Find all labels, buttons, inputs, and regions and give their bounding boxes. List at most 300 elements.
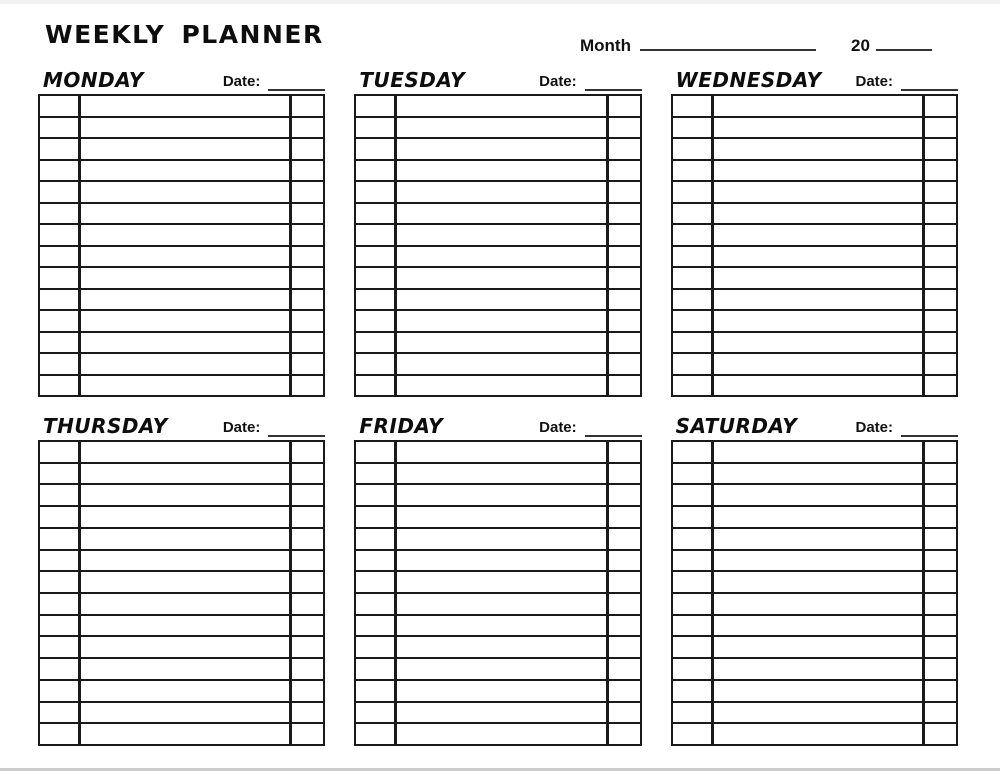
planner-cell-main [81,204,289,224]
table-row [356,507,639,529]
table-row [40,290,323,312]
planner-cell-left [40,247,81,267]
planner-cell-left [673,182,714,202]
planner-cell-right [922,551,956,571]
planner-cell-right [289,354,323,374]
planner-cell-right [606,96,640,116]
planner-cell-right [922,139,956,159]
table-row [40,572,323,594]
planner-cell-right [922,637,956,657]
table-row [673,333,956,355]
planner-cell-right [606,161,640,181]
planner-cell-left [673,290,714,310]
table-row [673,594,956,616]
planner-cell-main [81,139,289,159]
table-row [673,311,956,333]
planner-cell-right [289,485,323,505]
planner-cell-left [40,594,81,614]
date-blank-line [585,425,642,437]
planner-cell-right [289,659,323,679]
planner-cell-main [397,594,605,614]
date-group [855,73,958,91]
table-row [356,681,639,703]
planner-cell-right [289,182,323,202]
planner-cell-main [81,376,289,396]
planner-cell-main [81,681,289,701]
day-panel-header [671,64,958,91]
planner-cell-main [714,529,922,549]
day-panel-wednesday [671,64,958,397]
planner-cell-main [81,551,289,571]
table-row [673,182,956,204]
table-row [673,637,956,659]
planner-cell-main [81,659,289,679]
month-label: Month [580,36,631,55]
planner-cell-right [606,507,640,527]
planner-cell-right [922,333,956,353]
planner-cell-right [922,96,956,116]
date-label: Date: [222,73,261,90]
table-row [356,139,639,161]
day-panel-header [671,410,958,437]
planner-cell-left [40,703,81,723]
day-table [354,440,641,746]
planner-cell-left [356,507,397,527]
planner-cell-right [606,118,640,138]
planner-cell-left [356,442,397,462]
date-label: Date: [855,73,893,90]
table-row [356,703,639,725]
planner-cell-left [356,659,397,679]
planner-cell-left [673,464,714,484]
planner-cell-right [606,724,640,744]
table-row [40,247,323,269]
planner-cell-left [40,572,81,592]
table-row [673,572,956,594]
planner-cell-left [356,572,397,592]
scan-edge-bottom [0,768,1000,771]
planner-cell-left [356,290,397,310]
planner-cell-left [40,551,81,571]
table-row [40,594,323,616]
date-blank-line [268,425,325,437]
table-row [40,442,323,464]
planner-cell-main [397,551,605,571]
planner-cell-left [673,507,714,527]
table-row [356,333,639,355]
planner-cell-right [289,139,323,159]
table-row [673,376,956,396]
planner-cell-right [289,681,323,701]
table-row [40,182,323,204]
table-row [673,507,956,529]
planner-cell-left [40,681,81,701]
month-area [580,36,932,56]
planner-cell-main [397,637,605,657]
table-row [673,724,956,744]
date-group [223,419,326,437]
planner-cell-main [714,703,922,723]
day-table [38,94,325,397]
table-row [40,268,323,290]
scan-edge-top [0,0,1000,4]
planner-cell-main [81,290,289,310]
planner-cell-main [714,594,922,614]
planner-cell-main [81,724,289,744]
table-row [40,464,323,486]
planner-cell-right [289,225,323,245]
table-row [673,225,956,247]
planner-cell-left [673,724,714,744]
planner-cell-main [81,485,289,505]
planner-cell-left [673,268,714,288]
table-row [40,616,323,638]
planner-cell-main [81,507,289,527]
planner-cell-left [40,182,81,202]
table-row [356,290,639,312]
planner-cell-main [714,204,922,224]
table-row [356,96,639,118]
planner-cell-right [606,529,640,549]
table-row [40,376,323,396]
planner-cell-right [922,118,956,138]
table-row [40,507,323,529]
day-table [671,440,958,746]
planner-cell-right [606,268,640,288]
date-label: Date: [855,419,893,436]
planner-cell-right [922,594,956,614]
planner-cell-main [397,311,605,331]
planner-cell-right [922,247,956,267]
planner-cell-main [714,442,922,462]
day-panel-saturday [671,410,958,746]
planner-cell-right [922,268,956,288]
table-row [673,659,956,681]
planner-cell-right [606,139,640,159]
table-row [356,442,639,464]
planner-cell-right [606,204,640,224]
planner-cell-left [40,507,81,527]
table-row [356,485,639,507]
planner-cell-main [714,247,922,267]
planner-cell-right [922,161,956,181]
planner-cell-left [673,204,714,224]
table-row [40,529,323,551]
date-label: Date: [539,73,577,90]
planner-cell-left [40,204,81,224]
planner-cell-main [714,724,922,744]
planner-cell-main [81,637,289,657]
table-row [356,572,639,594]
planner-cell-left [673,247,714,267]
planner-cell-main [714,572,922,592]
table-row [356,118,639,140]
planner-cell-right [289,551,323,571]
table-row [356,268,639,290]
planner-cell-left [673,572,714,592]
planner-cell-main [714,182,922,202]
planner-cell-main [397,161,605,181]
planner-cell-left [40,376,81,396]
planner-cell-main [714,376,922,396]
planner-cell-main [714,354,922,374]
table-row [356,225,639,247]
planner-cell-right [606,247,640,267]
planner-cell-right [289,507,323,527]
planner-cell-main [81,594,289,614]
planner-cell-main [397,507,605,527]
planner-cell-right [922,204,956,224]
date-label: Date: [222,419,261,436]
planner-cell-right [289,464,323,484]
day-table [38,440,325,746]
planner-cell-right [606,290,640,310]
planner-cell-main [397,376,605,396]
planner-cell-main [81,161,289,181]
planner-cell-right [606,333,640,353]
planner-cell-left [40,290,81,310]
planner-cell-right [289,118,323,138]
planner-cell-right [606,354,640,374]
planner-cell-right [289,161,323,181]
table-row [40,354,323,376]
planner-cell-left [356,161,397,181]
planner-cell-main [714,637,922,657]
planner-cell-left [356,139,397,159]
planner-cell-left [356,96,397,116]
table-row [356,247,639,269]
planner-cell-main [81,354,289,374]
planner-cell-right [606,225,640,245]
planner-cell-main [714,311,922,331]
table-row [356,182,639,204]
date-group [855,419,958,437]
planner-cell-left [673,139,714,159]
planner-cell-right [289,268,323,288]
table-row [673,551,956,573]
planner-cell-main [397,529,605,549]
planner-cell-left [40,442,81,462]
planner-cell-main [397,703,605,723]
planner-cell-right [606,485,640,505]
planner-cell-left [673,529,714,549]
planner-cell-main [397,182,605,202]
planner-cell-main [397,572,605,592]
planner-cell-left [356,594,397,614]
date-group [539,419,642,437]
day-panel-header [354,64,641,91]
planner-cell-main [397,464,605,484]
table-row [356,464,639,486]
planner-cell-left [356,551,397,571]
planner-cell-right [289,290,323,310]
planner-cell-right [606,637,640,657]
planner-cell-right [606,551,640,571]
planner-cell-main [81,529,289,549]
table-row [356,204,639,226]
planner-cell-main [81,96,289,116]
planner-cell-main [81,333,289,353]
planner-cell-main [714,118,922,138]
planner-cell-left [356,182,397,202]
planner-cell-right [922,507,956,527]
year-blank-line [876,37,932,51]
planner-cell-main [397,354,605,374]
day-table [671,94,958,397]
table-row [356,594,639,616]
planner-cell-main [81,616,289,636]
planner-cell-left [673,485,714,505]
planner-cell-right [922,442,956,462]
planner-cell-main [714,161,922,181]
planner-cell-right [606,616,640,636]
planner-cell-main [397,442,605,462]
planner-cell-right [922,572,956,592]
planner-cell-left [356,376,397,396]
planner-cell-main [397,225,605,245]
table-row [40,659,323,681]
planner-cell-right [606,594,640,614]
table-row [40,637,323,659]
planner-cell-main [714,96,922,116]
day-name: WEDNESDAY [675,68,822,92]
planner-cell-right [922,485,956,505]
planner-cell-main [397,616,605,636]
planner-cell-right [289,311,323,331]
month-blank-line [640,37,816,51]
table-row [673,247,956,269]
planner-cell-left [673,333,714,353]
planner-cell-main [714,139,922,159]
planner-cell-right [289,333,323,353]
planner-cell-left [40,485,81,505]
planner-cell-right [606,464,640,484]
table-row [673,161,956,183]
day-panels-grid [38,64,958,746]
planner-cell-left [356,529,397,549]
planner-cell-right [922,311,956,331]
day-name: THURSDAY [43,414,168,438]
planner-cell-left [673,376,714,396]
planner-cell-left [40,311,81,331]
planner-cell-right [922,529,956,549]
planner-cell-right [922,681,956,701]
planner-cell-main [714,681,922,701]
planner-cell-right [922,464,956,484]
planner-cell-left [673,681,714,701]
planner-cell-left [673,442,714,462]
planner-cell-main [81,225,289,245]
planner-cell-right [922,225,956,245]
planner-cell-main [397,724,605,744]
planner-cell-right [289,572,323,592]
planner-cell-left [356,118,397,138]
planner-cell-left [40,268,81,288]
planner-cell-left [40,637,81,657]
date-blank-line [901,79,958,91]
planner-cell-main [714,507,922,527]
table-row [40,333,323,355]
planner-cell-left [356,724,397,744]
table-row [673,464,956,486]
table-row [673,616,956,638]
table-row [673,354,956,376]
planner-cell-main [397,290,605,310]
planner-cell-left [673,96,714,116]
day-name: FRIDAY [359,414,444,438]
planner-cell-main [714,616,922,636]
planner-cell-main [397,681,605,701]
table-row [673,139,956,161]
planner-cell-left [673,616,714,636]
table-row [673,485,956,507]
planner-cell-right [606,659,640,679]
planner-cell-right [606,572,640,592]
table-row [356,616,639,638]
planner-cell-main [81,572,289,592]
table-row [356,659,639,681]
planner-cell-left [40,96,81,116]
table-row [356,311,639,333]
planner-cell-main [397,247,605,267]
year-prefix: 20 [850,36,870,55]
table-row [40,118,323,140]
planner-cell-main [714,268,922,288]
planner-cell-main [397,118,605,138]
day-panel-thursday [38,410,325,746]
planner-cell-left [356,225,397,245]
planner-cell-right [922,354,956,374]
table-row [40,204,323,226]
planner-cell-main [397,485,605,505]
planner-cell-left [356,485,397,505]
planner-cell-right [922,724,956,744]
planner-cell-main [397,659,605,679]
planner-cell-main [714,551,922,571]
table-row [356,724,639,744]
table-row [673,96,956,118]
planner-cell-left [40,225,81,245]
table-row [356,637,639,659]
planner-cell-main [714,464,922,484]
table-row [40,681,323,703]
table-row [40,311,323,333]
date-blank-line [901,425,958,437]
planner-cell-left [356,354,397,374]
planner-cell-right [289,96,323,116]
planner-cell-main [81,442,289,462]
planner-cell-main [397,268,605,288]
planner-cell-right [289,616,323,636]
planner-cell-right [606,681,640,701]
planner-cell-main [714,659,922,679]
table-row [673,204,956,226]
planner-cell-main [81,703,289,723]
planner-cell-right [289,529,323,549]
planner-cell-left [40,464,81,484]
table-row [673,681,956,703]
planner-cell-right [289,442,323,462]
planner-cell-right [289,594,323,614]
day-name: MONDAY [43,68,144,92]
planner-cell-left [673,659,714,679]
table-row [40,139,323,161]
table-row [673,290,956,312]
planner-cell-main [397,333,605,353]
planner-cell-right [922,376,956,396]
planner-cell-main [81,311,289,331]
planner-cell-left [673,118,714,138]
